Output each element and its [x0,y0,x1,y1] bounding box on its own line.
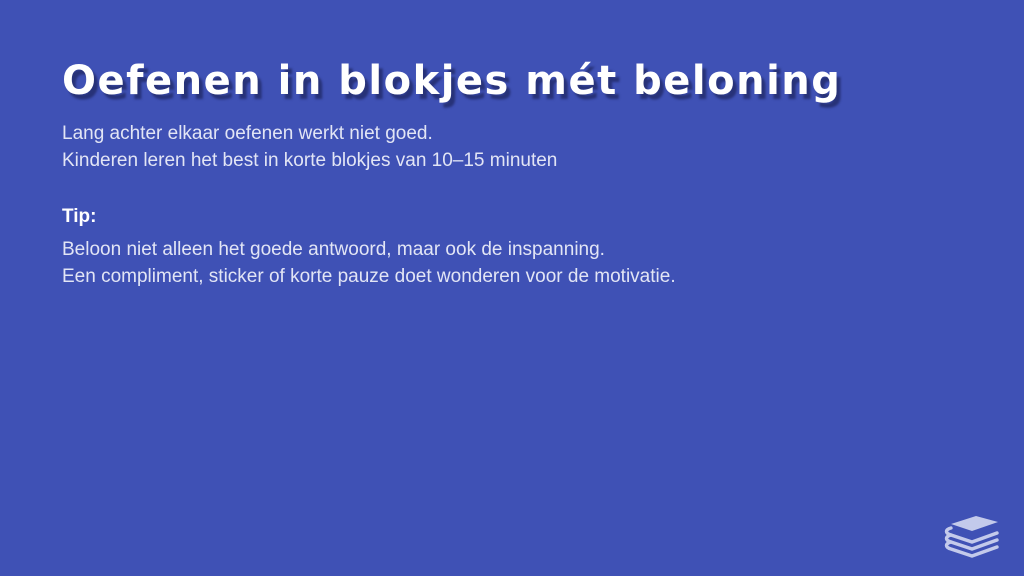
books-stack-icon [938,513,1002,563]
intro-line-2: Kinderen leren het best in korte blokjes van 10–15 minuten [62,149,558,171]
tip-line-2: Een compliment, sticker of korte pauze doet wonderen voor de motivatie. [62,265,676,287]
tip-text [62,237,984,290]
intro-line-1: Lang achter elkaar oefenen werkt niet goed. [62,123,433,144]
slide-content [62,56,984,290]
intro-text [62,121,984,174]
slide-title: Oefenen in blokjes mét beloning [62,58,842,104]
tip-heading: Tip: [62,206,97,227]
tip-line-1: Beloon niet alleen het goede antwoord, maar ook de inspanning. [62,239,605,260]
